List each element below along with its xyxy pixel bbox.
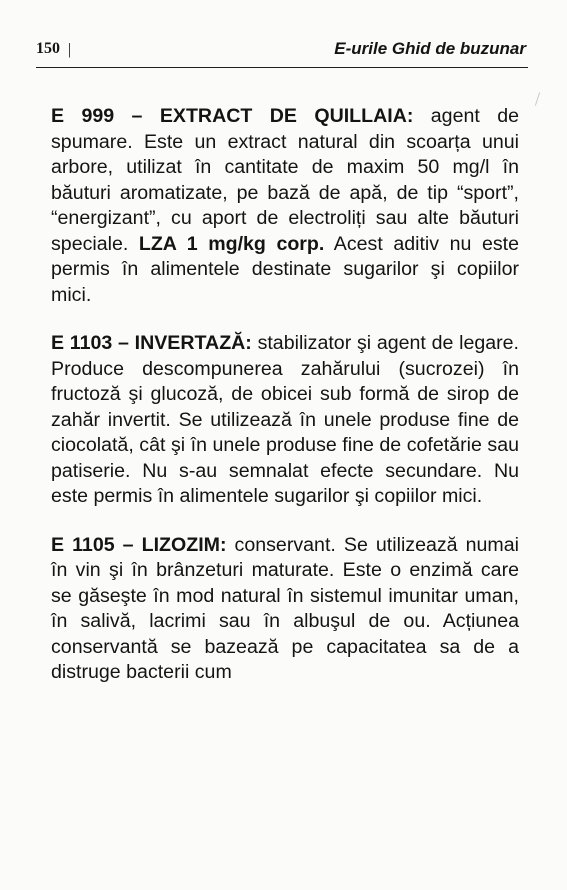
entry-text-continued: Acest aditiv nu este permis în alimentele destinate sugarilor şi copiilor mici. [51, 232, 519, 306]
entry-e1103 [51, 331, 519, 510]
running-head [36, 39, 526, 65]
body-text [51, 104, 519, 686]
entry-heading: E 1103 – INVERTAZĂ: [51, 332, 252, 354]
entry-e999 [51, 104, 519, 308]
entry-text: stabilizator şi agent de legare. Produce descompunerea zahărului (sucrozei) în fructoză şi glucoză, de obicei sub formă de sirop de zahăr invertit. Se utilizează în unele produse fine de ciocolată, cât şi în unele produse fine de cofetărie sau patiserie. Nu s-au semnalat efecte secundare. Nu este permis în alimentele sugarilor şi copiilor mici. [51, 332, 519, 507]
entry-heading: E 1105 – LIZOZIM: [51, 533, 227, 556]
page-number: 150 [36, 40, 60, 57]
entry-e1105 [51, 533, 519, 686]
entry-text: agent de spumare. Este un extract natural din scoarța unui arbore, utilizat în cantitate de maxim 50 mg/l în băuturi aromatizate, pe bază de apă, de tip “sport”, “energizant”, cu aport de electroliți sau alte băuturi speciale. [51, 105, 519, 255]
header-separator: | [68, 41, 72, 58]
lza-label: LZA 1 mg/kg corp. [138, 232, 325, 255]
pencil-mark [535, 92, 540, 106]
header-rule [36, 67, 528, 68]
entry-heading: E 999 – EXTRACT DE QUILLAIA: [51, 105, 414, 127]
entry-text: conservant. Se utilizează numai în vin şi în brânzeturi maturate. Este o enzimă care se găseşte în mod natural în sistemul imunitar uman, în salivă, lacrimi sau în albuşul de ou. Acțiunea conservantă se bazează pe capacitatea sa de a distruge bacterii cum [51, 533, 519, 683]
running-title: E-urile Ghid de buzunar [334, 39, 526, 58]
